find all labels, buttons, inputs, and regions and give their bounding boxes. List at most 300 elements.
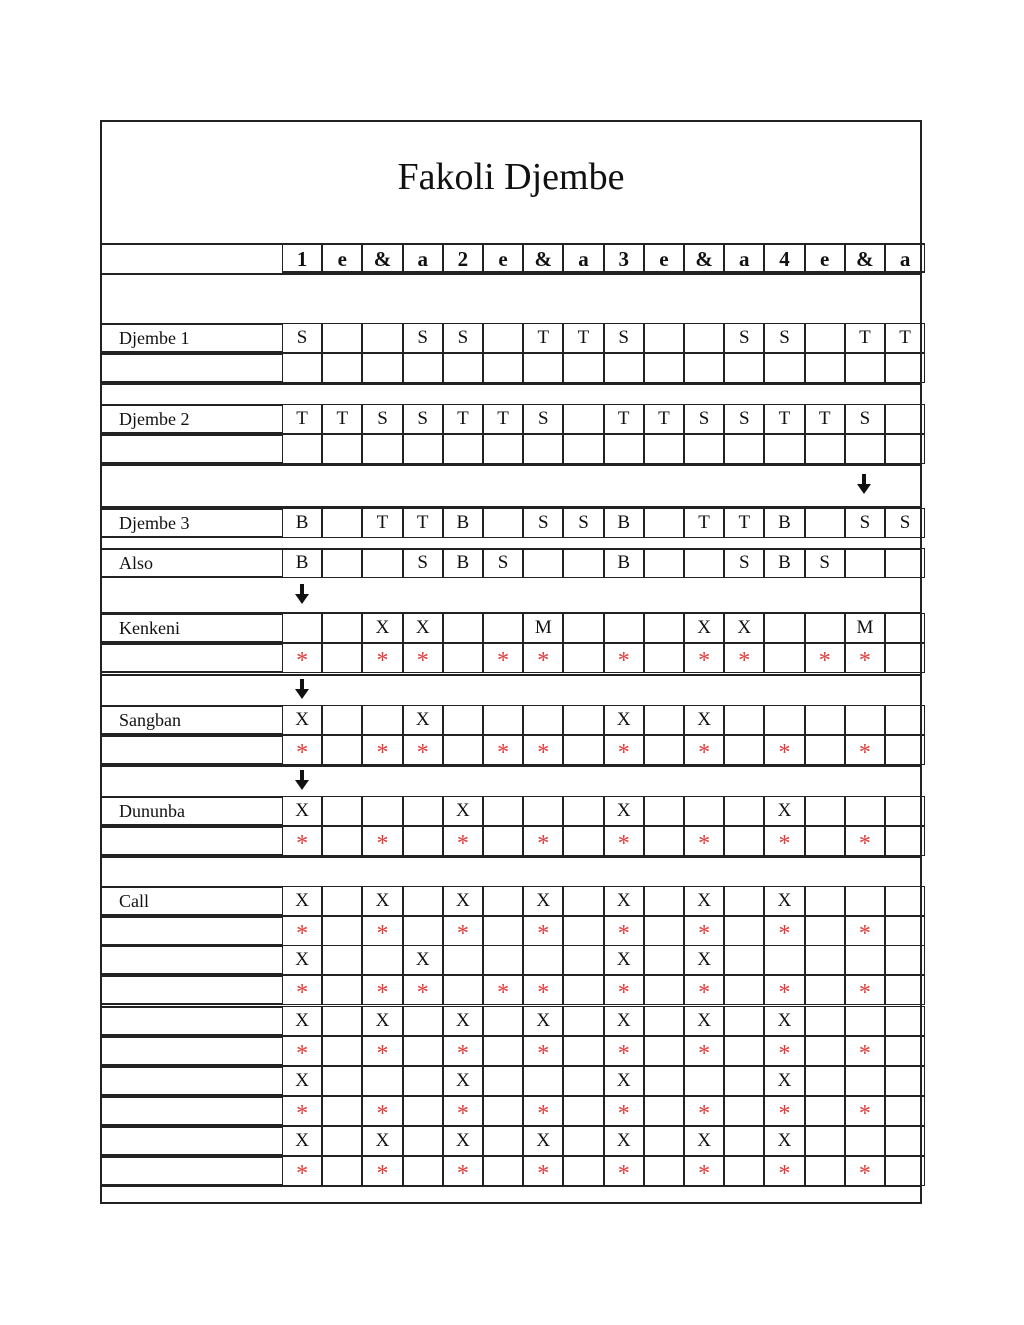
- accent-mark-cell: *: [483, 975, 523, 1005]
- accent-mark-cell: *: [403, 643, 443, 673]
- instrument-label-text: Djembe 3: [119, 513, 190, 533]
- accent-mark-cell: *: [523, 735, 563, 765]
- stroke-cell: [644, 1126, 684, 1156]
- stroke-cell: [322, 353, 362, 383]
- stroke-cell: X: [684, 945, 724, 975]
- stroke-cell: [322, 1096, 362, 1126]
- stroke-cell: [322, 886, 362, 916]
- stroke-cell: [724, 826, 764, 856]
- stroke-cell: S: [724, 323, 764, 353]
- instrument-label-text: Dununba: [119, 801, 185, 821]
- stroke-cell: [523, 1066, 563, 1096]
- stroke-cell: [322, 975, 362, 1005]
- stroke-cell: [644, 796, 684, 826]
- stroke-cell: T: [362, 508, 402, 538]
- stroke-cell: [403, 886, 443, 916]
- stroke-cell: [483, 434, 523, 464]
- accent-mark-cell: *: [764, 826, 804, 856]
- stroke-cell: [805, 1066, 845, 1096]
- accent-mark-cell: *: [845, 826, 885, 856]
- stroke-cell: T: [885, 323, 925, 353]
- accent-mark-cell: *: [604, 826, 644, 856]
- stroke-cell: [403, 1156, 443, 1186]
- beat-header-cell: 1: [282, 243, 322, 273]
- stroke-cell: S: [563, 508, 603, 538]
- accent-mark-cell: *: [764, 1156, 804, 1186]
- accent-mark-cell: *: [282, 975, 322, 1005]
- stroke-cell: X: [764, 1066, 804, 1096]
- stroke-cell: [644, 1156, 684, 1186]
- stroke-cell: [282, 434, 322, 464]
- rhythm-sheet: [100, 120, 922, 1204]
- stroke-cell: [885, 643, 925, 673]
- stroke-cell: [885, 434, 925, 464]
- stroke-cell: [563, 1126, 603, 1156]
- stroke-cell: [322, 1066, 362, 1096]
- stroke-cell: [644, 826, 684, 856]
- stroke-cell: [845, 434, 885, 464]
- stroke-cell: S: [403, 404, 443, 434]
- stroke-cell: [563, 353, 603, 383]
- label-cell: [102, 1156, 282, 1186]
- stroke-cell: X: [604, 705, 644, 735]
- beat-header-cell: a: [563, 243, 603, 273]
- accent-mark-cell: *: [845, 1156, 885, 1186]
- instrument-label-text: Djembe 1: [119, 328, 190, 348]
- label-cell: [102, 1006, 282, 1036]
- stroke-cell: [563, 945, 603, 975]
- stroke-cell: X: [764, 886, 804, 916]
- stroke-cell: S: [885, 508, 925, 538]
- stroke-cell: [563, 796, 603, 826]
- stroke-cell: B: [443, 548, 483, 578]
- stroke-cell: [724, 916, 764, 946]
- stroke-cell: [523, 796, 563, 826]
- stroke-cell: [563, 886, 603, 916]
- stroke-cell: [805, 613, 845, 643]
- instrument-label-text: Call: [119, 891, 149, 911]
- stroke-cell: [563, 643, 603, 673]
- accent-mark-cell: *: [443, 826, 483, 856]
- instrument-label: [102, 796, 282, 826]
- stroke-cell: [644, 353, 684, 383]
- stroke-cell: X: [443, 886, 483, 916]
- stroke-cell: [644, 508, 684, 538]
- instrument-label-text: Also: [119, 553, 154, 573]
- stroke-cell: T: [764, 404, 804, 434]
- stroke-cell: [443, 434, 483, 464]
- accent-mark-cell: *: [443, 916, 483, 946]
- stroke-cell: X: [764, 796, 804, 826]
- label-cell: [102, 945, 282, 975]
- stroke-cell: [403, 353, 443, 383]
- stroke-cell: S: [724, 548, 764, 578]
- stroke-cell: [805, 796, 845, 826]
- beat-header-cell: e: [322, 243, 362, 273]
- stroke-cell: T: [403, 508, 443, 538]
- stroke-cell: [563, 1066, 603, 1096]
- stroke-cell: X: [604, 886, 644, 916]
- stroke-cell: [805, 323, 845, 353]
- stroke-cell: [563, 1096, 603, 1126]
- stroke-cell: [885, 404, 925, 434]
- accent-mark-cell: *: [684, 1156, 724, 1186]
- divider-line: [102, 383, 920, 385]
- stroke-cell: [322, 796, 362, 826]
- label-cell: [102, 916, 282, 946]
- stroke-cell: X: [362, 1006, 402, 1036]
- down-arrow-icon: [857, 474, 871, 494]
- stroke-cell: [845, 705, 885, 735]
- stroke-cell: [885, 826, 925, 856]
- stroke-cell: [403, 826, 443, 856]
- stroke-cell: X: [684, 1006, 724, 1036]
- stroke-cell: T: [523, 323, 563, 353]
- divider-line: [102, 674, 920, 676]
- stroke-cell: X: [764, 1006, 804, 1036]
- stroke-cell: [885, 1156, 925, 1186]
- accent-mark-cell: *: [443, 1096, 483, 1126]
- stroke-cell: [523, 548, 563, 578]
- stroke-cell: [644, 975, 684, 1005]
- stroke-cell: T: [644, 404, 684, 434]
- instrument-label: [102, 508, 282, 538]
- stroke-cell: X: [684, 613, 724, 643]
- stroke-cell: B: [443, 508, 483, 538]
- stroke-cell: [885, 1006, 925, 1036]
- stroke-cell: [362, 548, 402, 578]
- stroke-cell: [483, 886, 523, 916]
- accent-mark-cell: *: [362, 1156, 402, 1186]
- stroke-cell: [805, 945, 845, 975]
- stroke-cell: [322, 548, 362, 578]
- stroke-cell: X: [282, 796, 322, 826]
- stroke-cell: S: [845, 404, 885, 434]
- stroke-cell: [483, 323, 523, 353]
- stroke-cell: X: [282, 1066, 322, 1096]
- accent-mark-cell: *: [282, 1156, 322, 1186]
- accent-mark-cell: *: [282, 916, 322, 946]
- stroke-cell: [644, 434, 684, 464]
- instrument-label-text: Sangban: [119, 710, 181, 730]
- stroke-cell: [483, 796, 523, 826]
- stroke-cell: [764, 613, 804, 643]
- stroke-cell: [885, 735, 925, 765]
- instrument-label: [102, 323, 282, 353]
- stroke-cell: [563, 1006, 603, 1036]
- accent-mark-cell: *: [523, 643, 563, 673]
- stroke-cell: [845, 1006, 885, 1036]
- stroke-cell: [724, 705, 764, 735]
- stroke-cell: T: [724, 508, 764, 538]
- stroke-cell: X: [684, 1126, 724, 1156]
- accent-mark-cell: *: [403, 975, 443, 1005]
- stroke-cell: X: [282, 1126, 322, 1156]
- stroke-cell: [483, 1156, 523, 1186]
- accent-mark-cell: *: [604, 643, 644, 673]
- stroke-cell: [483, 1096, 523, 1126]
- beat-header-cell: 2: [443, 243, 483, 273]
- stroke-cell: X: [362, 613, 402, 643]
- instrument-label: [102, 613, 282, 643]
- stroke-cell: S: [403, 548, 443, 578]
- accent-mark-cell: *: [604, 1156, 644, 1186]
- beat-header-cell: &: [362, 243, 402, 273]
- stroke-cell: [845, 796, 885, 826]
- stroke-cell: [403, 1126, 443, 1156]
- stroke-cell: [805, 826, 845, 856]
- stroke-cell: [563, 735, 603, 765]
- stroke-cell: S: [362, 404, 402, 434]
- beat-header-cell: 4: [764, 243, 804, 273]
- accent-mark-cell: *: [523, 1156, 563, 1186]
- stroke-cell: [322, 735, 362, 765]
- stroke-cell: [724, 1006, 764, 1036]
- beat-header-cell: &: [523, 243, 563, 273]
- stroke-cell: [644, 1006, 684, 1036]
- stroke-cell: [483, 353, 523, 383]
- stroke-cell: [282, 353, 322, 383]
- stroke-cell: [322, 643, 362, 673]
- stroke-cell: [322, 1036, 362, 1066]
- stroke-cell: [563, 916, 603, 946]
- label-cell: [102, 434, 282, 464]
- stroke-cell: [724, 1036, 764, 1066]
- stroke-cell: [885, 796, 925, 826]
- accent-mark-cell: *: [282, 1096, 322, 1126]
- stroke-cell: [443, 735, 483, 765]
- stroke-cell: [724, 1156, 764, 1186]
- stroke-cell: [805, 1156, 845, 1186]
- beat-header-cell: a: [724, 243, 764, 273]
- stroke-cell: [684, 1066, 724, 1096]
- stroke-cell: [443, 705, 483, 735]
- accent-mark-cell: *: [483, 735, 523, 765]
- stroke-cell: [443, 945, 483, 975]
- stroke-cell: [885, 945, 925, 975]
- stroke-cell: S: [845, 508, 885, 538]
- instrument-label: [102, 705, 282, 735]
- page-title: Fakoli Djembe: [397, 156, 625, 198]
- stroke-cell: [362, 434, 402, 464]
- stroke-cell: S: [604, 323, 644, 353]
- beat-header-cell: a: [403, 243, 443, 273]
- stroke-cell: [885, 975, 925, 1005]
- stroke-cell: [563, 826, 603, 856]
- stroke-cell: [483, 945, 523, 975]
- stroke-cell: B: [604, 548, 644, 578]
- stroke-cell: T: [684, 508, 724, 538]
- stroke-cell: [322, 945, 362, 975]
- divider-line: [102, 765, 920, 767]
- accent-mark-cell: *: [282, 1036, 322, 1066]
- beat-header-cell: e: [805, 243, 845, 273]
- stroke-cell: [523, 434, 563, 464]
- stroke-cell: [644, 548, 684, 578]
- down-arrow-icon: [295, 770, 309, 790]
- stroke-cell: [403, 1066, 443, 1096]
- stroke-cell: [604, 434, 644, 464]
- stroke-cell: [885, 1126, 925, 1156]
- stroke-cell: [443, 613, 483, 643]
- accent-mark-cell: *: [362, 916, 402, 946]
- stroke-cell: [322, 323, 362, 353]
- stroke-cell: [403, 796, 443, 826]
- stroke-cell: S: [443, 323, 483, 353]
- stroke-cell: X: [523, 886, 563, 916]
- stroke-cell: [805, 1006, 845, 1036]
- stroke-cell: [322, 1126, 362, 1156]
- stroke-cell: S: [724, 404, 764, 434]
- instrument-label: [102, 548, 282, 578]
- stroke-cell: [362, 353, 402, 383]
- stroke-cell: [805, 886, 845, 916]
- beat-header-cell: e: [644, 243, 684, 273]
- accent-mark-cell: *: [604, 1096, 644, 1126]
- accent-mark-cell: *: [684, 826, 724, 856]
- stroke-cell: [845, 353, 885, 383]
- stroke-cell: [724, 434, 764, 464]
- stroke-cell: [483, 705, 523, 735]
- accent-mark-cell: *: [443, 1036, 483, 1066]
- stroke-cell: X: [443, 1126, 483, 1156]
- stroke-cell: [322, 916, 362, 946]
- stroke-cell: [724, 1066, 764, 1096]
- accent-mark-cell: *: [684, 916, 724, 946]
- stroke-cell: [845, 1066, 885, 1096]
- stroke-cell: [845, 886, 885, 916]
- stroke-cell: X: [684, 705, 724, 735]
- label-cell: [102, 1096, 282, 1126]
- stroke-cell: [764, 353, 804, 383]
- accent-mark-cell: *: [684, 975, 724, 1005]
- label-cell: [102, 1126, 282, 1156]
- stroke-cell: X: [523, 1006, 563, 1036]
- accent-mark-cell: *: [764, 1096, 804, 1126]
- accent-mark-cell: *: [523, 975, 563, 1005]
- accent-mark-cell: *: [684, 643, 724, 673]
- accent-mark-cell: *: [845, 1036, 885, 1066]
- stroke-cell: [684, 434, 724, 464]
- stroke-cell: [644, 1096, 684, 1126]
- stroke-cell: [805, 508, 845, 538]
- stroke-cell: B: [282, 508, 322, 538]
- stroke-cell: [684, 323, 724, 353]
- stroke-cell: [443, 353, 483, 383]
- stroke-cell: [805, 353, 845, 383]
- stroke-cell: X: [443, 796, 483, 826]
- beat-header-cell: &: [684, 243, 724, 273]
- accent-mark-cell: *: [483, 643, 523, 673]
- divider-line: [102, 273, 920, 275]
- accent-mark-cell: *: [845, 735, 885, 765]
- stroke-cell: [403, 1036, 443, 1066]
- stroke-cell: X: [282, 1006, 322, 1036]
- stroke-cell: X: [362, 1126, 402, 1156]
- stroke-cell: [644, 705, 684, 735]
- accent-mark-cell: *: [362, 1096, 402, 1126]
- accent-mark-cell: *: [764, 735, 804, 765]
- accent-mark-cell: *: [403, 735, 443, 765]
- stroke-cell: S: [403, 323, 443, 353]
- stroke-cell: [322, 705, 362, 735]
- stroke-cell: [805, 916, 845, 946]
- stroke-cell: S: [523, 508, 563, 538]
- stroke-cell: [724, 886, 764, 916]
- stroke-cell: [483, 916, 523, 946]
- accent-mark-cell: *: [362, 643, 402, 673]
- accent-mark-cell: *: [604, 735, 644, 765]
- instrument-label-text: Kenkeni: [119, 618, 180, 638]
- accent-mark-cell: *: [764, 916, 804, 946]
- divider-line: [102, 464, 920, 466]
- stroke-cell: [644, 1036, 684, 1066]
- accent-mark-cell: *: [845, 916, 885, 946]
- stroke-cell: [483, 826, 523, 856]
- stroke-cell: [362, 705, 402, 735]
- accent-mark-cell: *: [764, 1036, 804, 1066]
- down-arrow-icon: [295, 584, 309, 604]
- stroke-cell: [322, 434, 362, 464]
- stroke-cell: [644, 1066, 684, 1096]
- down-arrow-icon: [295, 679, 309, 699]
- stroke-cell: [805, 1126, 845, 1156]
- stroke-cell: [684, 353, 724, 383]
- stroke-cell: [483, 1126, 523, 1156]
- accent-mark-cell: *: [684, 1036, 724, 1066]
- stroke-cell: [644, 945, 684, 975]
- stroke-cell: [845, 945, 885, 975]
- stroke-cell: [322, 826, 362, 856]
- stroke-cell: S: [523, 404, 563, 434]
- stroke-cell: B: [764, 508, 804, 538]
- accent-mark-cell: *: [362, 975, 402, 1005]
- stroke-cell: [563, 975, 603, 1005]
- stroke-cell: [885, 916, 925, 946]
- stroke-cell: [483, 613, 523, 643]
- stroke-cell: [885, 705, 925, 735]
- stroke-cell: X: [604, 1006, 644, 1036]
- stroke-cell: [403, 1096, 443, 1126]
- accent-mark-cell: *: [604, 975, 644, 1005]
- accent-mark-cell: *: [684, 735, 724, 765]
- stroke-cell: B: [764, 548, 804, 578]
- stroke-cell: X: [403, 945, 443, 975]
- stroke-cell: X: [403, 613, 443, 643]
- stroke-cell: [563, 613, 603, 643]
- stroke-cell: [845, 548, 885, 578]
- stroke-cell: [724, 1096, 764, 1126]
- stroke-cell: [604, 613, 644, 643]
- label-cell: [102, 353, 282, 383]
- stroke-cell: [724, 735, 764, 765]
- stroke-cell: X: [362, 886, 402, 916]
- label-cell: [102, 643, 282, 673]
- stroke-cell: T: [282, 404, 322, 434]
- accent-mark-cell: *: [443, 1156, 483, 1186]
- divider-line: [102, 856, 920, 858]
- accent-mark-cell: *: [845, 1096, 885, 1126]
- stroke-cell: [644, 886, 684, 916]
- stroke-cell: [362, 796, 402, 826]
- stroke-cell: [805, 1036, 845, 1066]
- stroke-cell: [644, 323, 684, 353]
- label-cell: [102, 1066, 282, 1096]
- label-cell: [102, 1036, 282, 1066]
- accent-mark-cell: *: [523, 916, 563, 946]
- rhythm-grid: [102, 122, 920, 1202]
- stroke-cell: [885, 1096, 925, 1126]
